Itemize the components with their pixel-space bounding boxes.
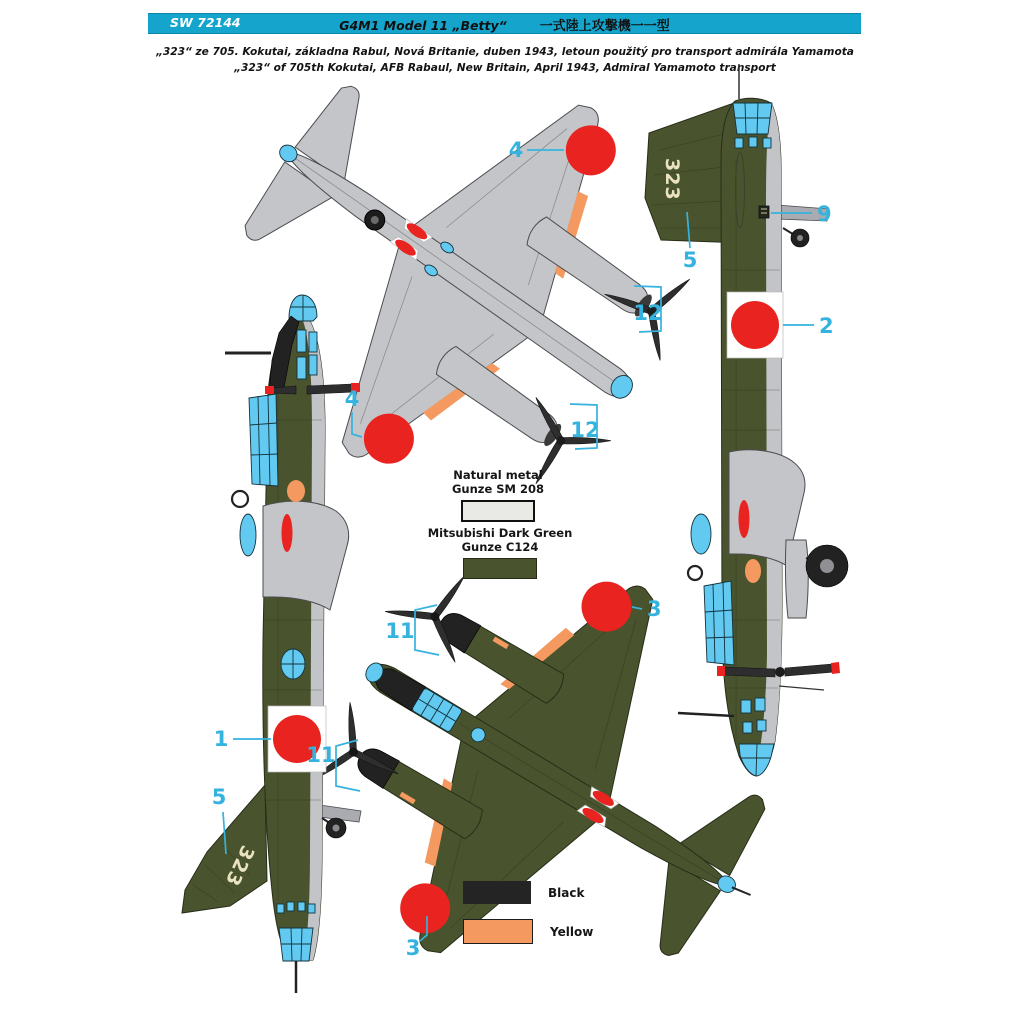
dark-green-swatch: [463, 558, 537, 579]
kit-title: G4M1 Model 11 „Betty“: [339, 18, 507, 33]
paint-code: Gunze C124: [461, 540, 539, 554]
natural-metal-swatch: [461, 500, 535, 522]
legend-yellow: [463, 919, 593, 944]
side-window: [287, 902, 294, 911]
product-code: SW 72144: [170, 15, 241, 30]
svg-text:4: 4: [344, 387, 360, 411]
tail-code: 323: [661, 158, 683, 201]
df-loop-antenna: [688, 566, 702, 580]
tail-wheel: [783, 228, 809, 247]
svg-text:11: 11: [306, 743, 336, 767]
legend-natural-metal: [428, 468, 568, 522]
view-right-profile: [645, 64, 848, 776]
cockpit-greenhouse: [249, 394, 278, 486]
ventral-dome: [281, 649, 305, 679]
cockpit-window: [297, 357, 306, 379]
tail-turret: [279, 928, 313, 993]
nose-window: [755, 698, 765, 711]
prop-blade-tip-seen: [739, 500, 750, 538]
paint-name: Yellow: [550, 924, 594, 939]
cockpit-window: [309, 332, 317, 352]
prop-blade-tip-seen: [282, 514, 293, 552]
scheme-description-czech: „323“ ze 705. Kokutai, základna Rabul, Nová Britanie, duben 1943, letoun použitý pro transport admirála Yamamota: [156, 46, 854, 58]
paint-name: Mitsubishi Dark Green: [427, 526, 573, 540]
kit-title-japanese: 一式陸上攻撃機一一型: [539, 19, 670, 34]
nose-glazing: [289, 295, 317, 321]
paint-code: Gunze SM 208: [451, 482, 545, 496]
side-window: [763, 138, 771, 148]
side-window: [308, 904, 315, 913]
scheme-description-english: „323“ of 705th Kokutai, AFB Rabaul, New Britain, April 1943, Admiral Yamamoto transport: [234, 62, 776, 74]
callout-2-fuselage-hinomaru-right: [783, 314, 834, 338]
main-wheel: [806, 545, 848, 587]
side-window: [735, 138, 743, 148]
legend-dark-green: [418, 526, 582, 579]
cockpit-window: [309, 355, 317, 375]
fuselage-hinomaru: [731, 301, 779, 349]
spinner-orange: [745, 559, 761, 583]
spinner-orange: [287, 480, 305, 502]
svg-text:5: 5: [211, 785, 227, 809]
paint-name: Natural metal: [453, 468, 543, 482]
svg-text:3: 3: [647, 597, 662, 621]
nose-glazing: [739, 744, 774, 776]
black-swatch: [463, 881, 531, 904]
waist-blister: [691, 514, 711, 554]
side-window: [749, 137, 757, 147]
callout-1-fuselage-hinomaru-left: [214, 727, 271, 751]
paint-name: Black: [548, 885, 585, 900]
nose-window: [757, 720, 766, 731]
nose-window: [743, 722, 752, 733]
waist-blister: [240, 514, 256, 556]
svg-text:5: 5: [682, 248, 698, 272]
legend-black: [463, 881, 584, 904]
svg-text:4: 4: [508, 138, 524, 162]
cockpit-greenhouse: [704, 581, 734, 665]
tail-code: 323: [220, 841, 259, 890]
svg-text:12: 12: [633, 301, 663, 325]
engine-nacelle-edge: [785, 540, 808, 618]
stencil-marking: [759, 206, 769, 218]
tail-wheel: [322, 818, 346, 838]
cockpit-window: [297, 330, 306, 352]
side-gun-barrel: [678, 713, 734, 716]
svg-text:12: 12: [570, 418, 600, 442]
df-loop-antenna: [232, 491, 248, 507]
svg-text:2: 2: [819, 314, 834, 338]
wing-edge-on: [263, 501, 349, 610]
view-left-profile: [182, 295, 361, 993]
svg-text:11: 11: [385, 619, 415, 643]
svg-text:1: 1: [213, 727, 229, 751]
side-window: [277, 904, 284, 913]
nose-window: [741, 700, 751, 713]
svg-text:9: 9: [817, 202, 832, 226]
yellow-swatch: [463, 919, 533, 944]
side-window: [298, 902, 305, 911]
svg-text:3: 3: [405, 936, 421, 960]
pitot-tube: [779, 686, 824, 690]
